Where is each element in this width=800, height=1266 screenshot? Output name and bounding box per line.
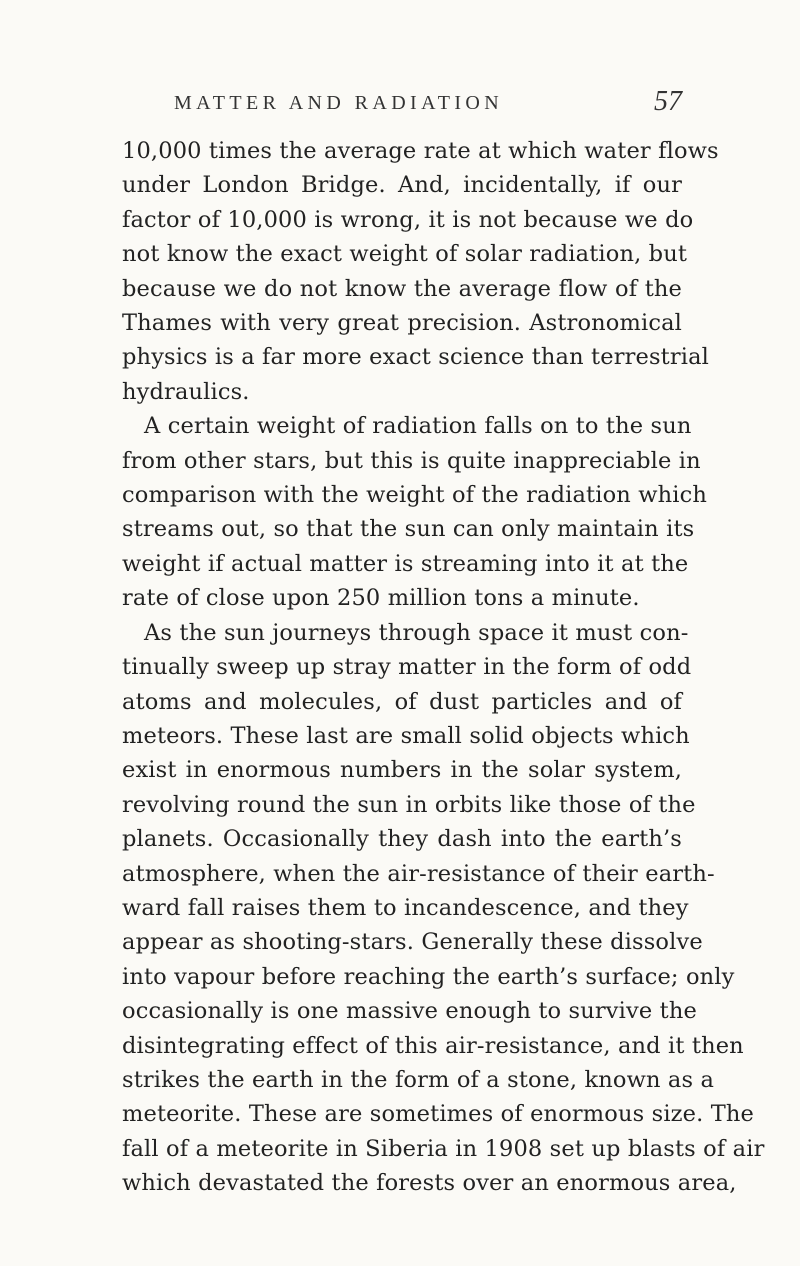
text-line: ward fall raises them to incandescence, and they (122, 894, 689, 921)
text-line: into vapour before reaching the earth’s surface; only (122, 963, 735, 990)
text-line: because we do not know the average flow of the (122, 275, 682, 302)
text-line: 10,000 times the average rate at which water flows (122, 138, 719, 164)
body-text (122, 134, 765, 1201)
text-line: A certain weight of radiation falls on to the sun (144, 413, 692, 440)
text-line: strikes the earth in the form of a stone, known as a (122, 1066, 715, 1093)
text-line: atmosphere, when the air-resistance of their earth- (122, 860, 715, 887)
text-line: from other stars, but this is quite inappreciable in (122, 447, 701, 474)
text-line: Thames with very great precision. Astronomical (122, 310, 682, 337)
text-line: As the sun journeys through space it must con- (144, 619, 689, 646)
text-line: revolving round the sun in orbits like those of the (122, 791, 696, 818)
text-line: fall of a meteorite in Siberia in 1908 set up blasts of air (122, 1135, 765, 1162)
text-line: which devastated the forests over an enormous area, (122, 1170, 737, 1197)
text-line: under London Bridge. And, incidentally, if our (122, 172, 682, 199)
text-line: planets. Occasionally they dash into the earth’s (122, 826, 682, 853)
text-line: meteors. These last are small solid objects which (122, 722, 690, 749)
text-line: occasionally is one massive enough to survive the (122, 998, 697, 1025)
text-line: comparison with the weight of the radiation which (122, 482, 708, 509)
text-line: appear as shooting-stars. Generally these dissolve (122, 929, 703, 956)
text-line: exist in enormous numbers in the solar system, (122, 757, 682, 784)
text-line: weight if actual matter is streaming into it at the (122, 550, 689, 577)
text-line: not know the exact weight of solar radiation, but (122, 241, 688, 268)
text-line: factor of 10,000 is wrong, it is not because we do (122, 206, 694, 233)
text-line: atoms and molecules, of dust particles and of (122, 688, 682, 715)
text-line: disintegrating effect of this air-resistance, and it then (122, 1032, 744, 1059)
text-line: streams out, so that the sun can only maintain its (122, 516, 695, 543)
text-line: rate of close upon 250 million tons a minute. (122, 585, 640, 612)
text-line: physics is a far more exact science than terrestrial (122, 344, 710, 371)
page-number: 57 (654, 86, 682, 117)
text-line: hydraulics. (122, 378, 250, 405)
running-title: MATTER AND RADIATION (174, 92, 504, 114)
text-line: tinually sweep up stray matter in the form of odd (122, 654, 692, 681)
text-line: meteorite. These are sometimes of enormous size. The (122, 1101, 754, 1128)
running-head (122, 86, 682, 120)
